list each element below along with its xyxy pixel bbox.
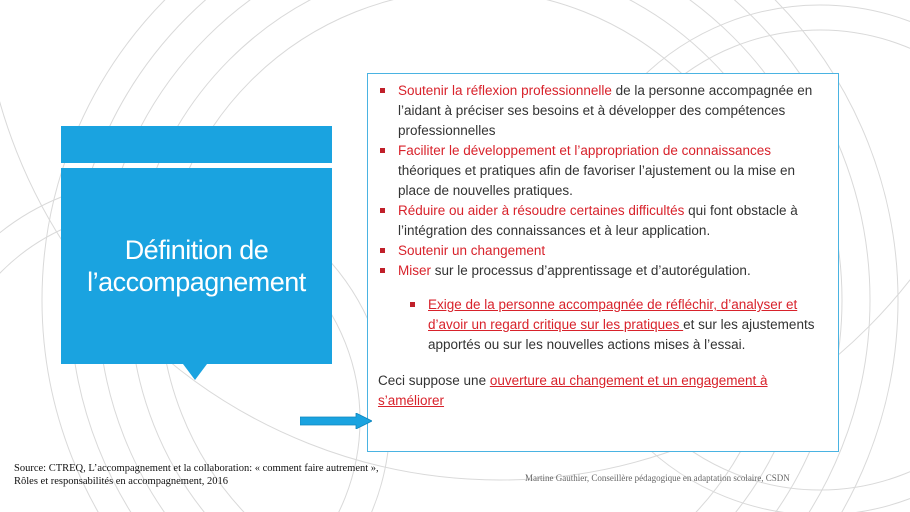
title-accent-strip — [61, 126, 332, 163]
bullet-list — [378, 81, 824, 281]
square-bullet-icon — [380, 208, 385, 213]
title-pointer-icon — [183, 364, 207, 380]
title-block — [61, 126, 332, 364]
square-bullet-icon — [380, 268, 385, 273]
list-item — [378, 261, 824, 281]
sub-bullet-text: et sur les ajustements apportés ou sur les nouvelles actions mises à l’essai. — [428, 317, 815, 352]
bullet-text: sur le processus d’apprentissage et d’autorégulation. — [431, 263, 751, 278]
bullet-text: de la personne accompagnée en l’aidant à préciser ses besoins et à développer des compétences professionnelles — [398, 83, 813, 138]
list-item — [378, 201, 824, 241]
bullet-highlight: Réduire ou aider à résoudre certaines difficultés — [398, 203, 685, 218]
bullet-text: qui font obstacle à l’intégration des connaissances et à leur application. — [398, 203, 798, 238]
square-bullet-icon — [380, 148, 385, 153]
list-item — [378, 141, 824, 201]
content-panel — [367, 73, 839, 452]
list-item — [378, 81, 824, 141]
source-citation — [14, 462, 494, 488]
author-credit: Martine Gauthier, Conseillère pédagogique en adaptation scolaire, CSDN — [525, 473, 790, 483]
square-bullet-icon — [380, 88, 385, 93]
conclusion — [378, 371, 824, 411]
sub-bullet-highlight: Exige de la personne accompagnée de réfléchir, d’analyser et d’avoir un regard critique sur les pratiques — [428, 297, 798, 332]
source-line-2: Rôles et responsabilités en accompagnement, 2016 — [14, 476, 229, 487]
square-bullet-icon — [410, 302, 415, 307]
square-bullet-icon — [380, 248, 385, 253]
bullet-highlight: Soutenir la réflexion professionnelle — [398, 83, 612, 98]
conclusion-highlight: ouverture au changement et un engagement à s’améliorer — [378, 373, 768, 408]
bullet-highlight: Soutenir un changement — [398, 243, 546, 258]
bullet-text: théoriques et pratiques afin de favoriser l’ajustement ou la mise en place de nouvelles pratiques. — [398, 163, 795, 198]
list-item — [408, 295, 824, 355]
slide-title: Définition de l’accompagnement — [61, 168, 332, 364]
right-arrow-icon — [300, 413, 372, 429]
sub-bullet-list — [408, 295, 824, 355]
list-item — [378, 241, 824, 261]
source-line-1: Source: CTREQ, L’accompagnement et la collaboration: « comment faire autrement », — [14, 463, 379, 474]
bullet-highlight: Faciliter le développement et l’appropriation de connaissances — [398, 143, 771, 158]
bullet-highlight: Miser — [398, 263, 431, 278]
conclusion-prefix: Ceci suppose une — [378, 373, 490, 388]
